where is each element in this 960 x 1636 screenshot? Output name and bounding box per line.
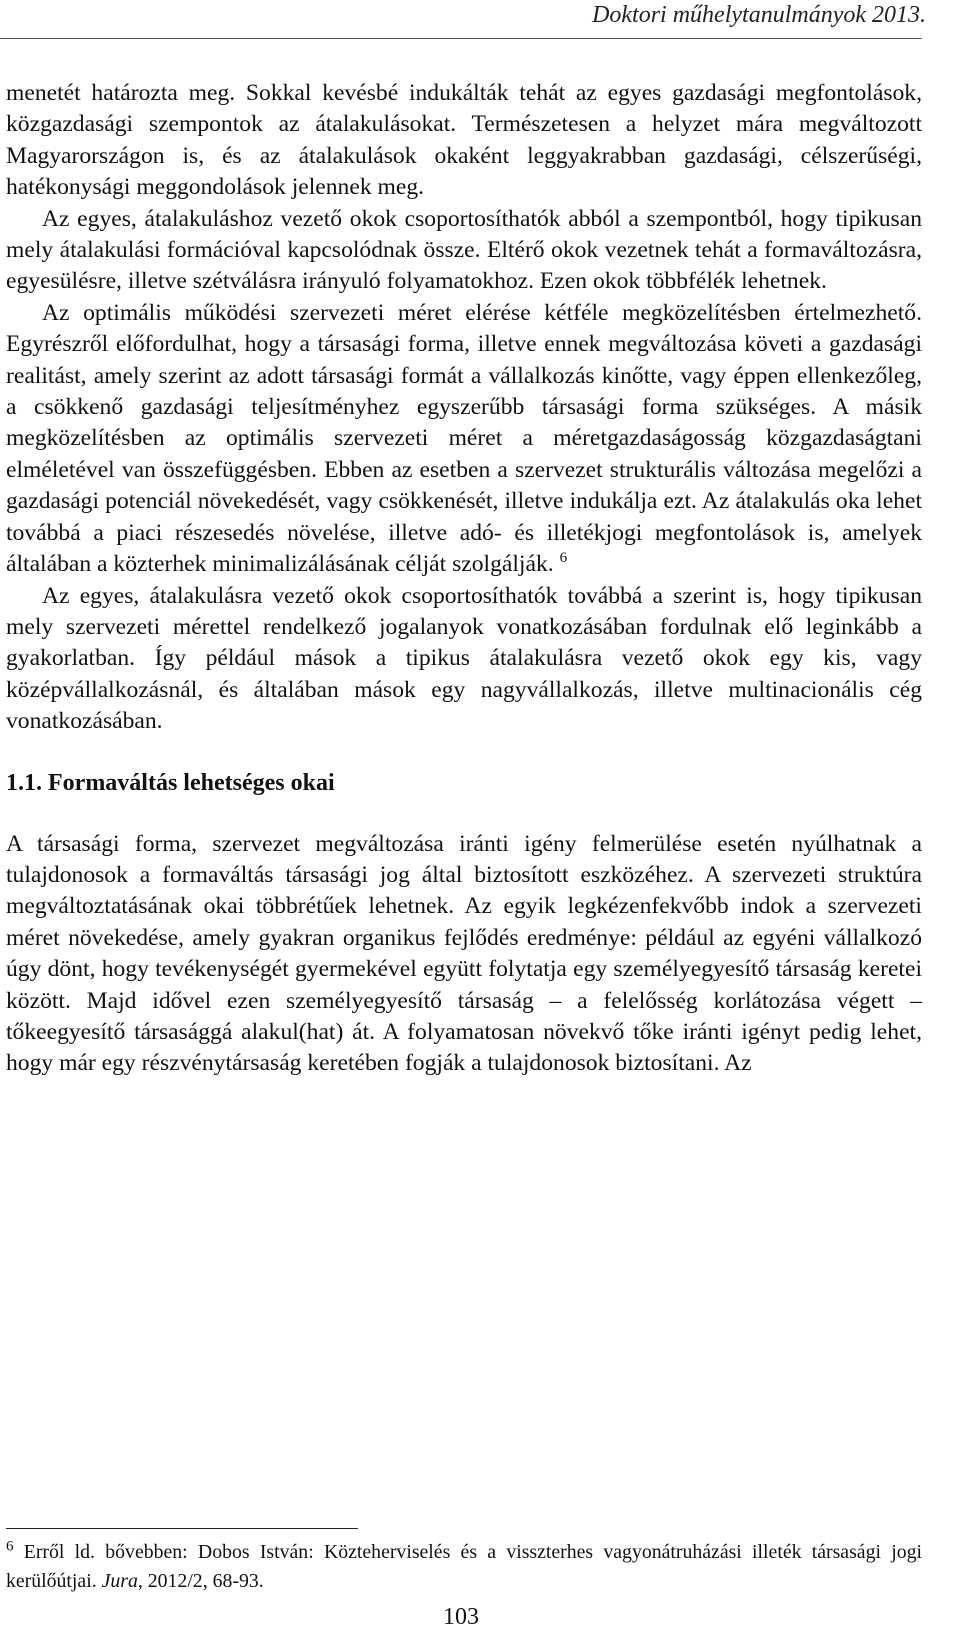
footnote-divider [6,1528,358,1529]
page-number: 103 [443,1604,479,1630]
footnote-number: 6 [6,1538,14,1555]
running-header: Doktori műhelytanulmányok 2013. [592,2,926,28]
footnote [6,1538,922,1596]
paragraph: menetét határozta meg. Sokkal kevésbé indukálták tehát az egyes gazdasági megfontolások, közgazdasági szempontok az átalakulásokat. Természetesen a helyzet mára megváltozott Magyarországon is, és az átalakulások okaként leggyakrabban gazdasági, célszerűségi, hatékonysági meggondolások jelennek meg. [6,80,922,201]
section-heading: 1.1. Formaváltás lehetséges okai [6,769,335,796]
paragraph: A társasági forma, szervezet megváltozása iránti igény felmerülése esetén nyúlhatnak a tulajdonosok a formaváltás társasági jog által biztosított eszközéhez. A szervezeti struktúra megváltoztatásának okai többrétűek lehetnek. Az egyik legkézenfekvőbb indok a szervezeti méret növekedése, amely gyakran organikus fejlődés eredménye: például az egyéni vállalkozó úgy dönt, hogy tevékenységét gyermekével együtt folytatja egy személyegyesítő társaság keretei között. Majd idővel ezen személyegyesítő társaság – a felelősség korlátozása végett – tőkeegyesítő társasággá alakul(hat) át. A folyamatosan növekvő tőke iránti igényt pedig lehet, hogy már egy részvénytársaság keretében fogják a tulajdonosok biztosítani. Az [6,830,922,1077]
paragraph: Az egyes, átalakuláshoz vezető okok csoportosíthatók abból a szempontból, hogy tipikusan mely átalakulási formációval kapcsolódnak össze. Eltérő okok vezetnek tehát a formaváltozásra, egyesülésre, illetve szétválásra irányuló folyamatokhoz. Ezen okok többfélék lehetnek. [6,205,922,295]
paragraph [6,298,922,581]
paragraph-text: Az optimális működési szervezeti méret elérése kétféle megközelítésben értelmezhető. Egyrészről előfordulhat, hogy a társasági forma, illetve ennek megváltozása követi a gazdasági realitást, amely szerint az adott társasági formát a vállalkozás kinőtte, vagy éppen ellenkezőleg, a csökkenő gazdasági teljesítményhez egyszerűbb társasági forma szükséges. A másik megközelítésben az optimális szervezeti méret a méretgazdaságosság közgazdaságtani elméletével van összefüggésben. Ebben az esetben a szervezet strukturális változása megelőzi a gazdasági potenciál növekedését, vagy csökkenését, illetve indukálja ezt. Az átalakulás oka lehet továbbá a piaci részesedés növelése, illetve adó- és illetékjogi megfontolások is, amelyek általában a közterhek minimalizálásának célját szolgálják. [6,299,922,578]
paragraph: Az egyes, átalakulásra vezető okok csoportosíthatók továbbá a szerint is, hogy tipikusan mely szervezeti mérettel rendelkező jogalanyok vonatkozásában fordulnak elő leginkább a gyakorlatban. Így például mások a tipikus átalakulásra vezető okok egy kis, vagy középvállalkozásnál, és általában mások egy nagyvállalkozás, illetve multinacionális cég vonatkozásában. [6,582,922,735]
footnote-text: Erről ld. bővebben: Dobos István: Közteherviselés és a visszterhes vagyonátruházási illeték társasági jogi kerülőútjai. [6,1541,922,1592]
footnote-reference[interactable]: 6 [559,550,568,567]
page-body [6,78,922,1080]
footnote-journal: Jura [101,1570,138,1592]
header-divider [0,38,922,39]
footnote-citation: , 2012/2, 68-93. [137,1570,264,1592]
